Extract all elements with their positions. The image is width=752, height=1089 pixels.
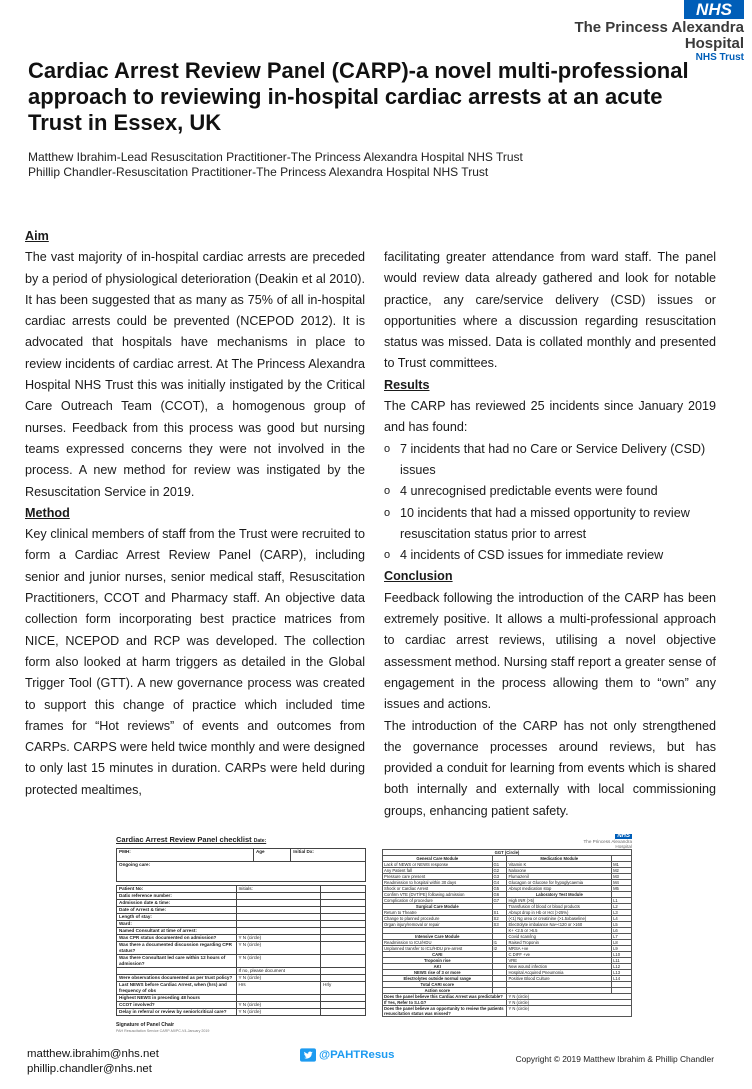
gtt-cell: Readmission to ICU/HDU: [383, 940, 493, 946]
checklist-cell: Admission date & time:: [117, 900, 237, 907]
results-heading: Results: [384, 377, 430, 392]
gtt-cell: G4: [492, 880, 507, 886]
checklist-cell: Were observations documented as per trust policy?: [117, 975, 237, 982]
org-line-3: NHS Trust: [695, 52, 744, 63]
method-heading: Method: [25, 505, 70, 520]
nhs-logo-small: NHS: [617, 833, 630, 839]
gtt-cell: Any Patient fall: [383, 868, 493, 874]
gtt-cell: K+ <2.5 or >6.5: [507, 928, 612, 934]
author-1: Matthew Ibrahim-Lead Resuscitation Practitioner-The Princess Alexandra Hospital NHS Trust: [28, 150, 523, 164]
gtt-cell: Pressure care present: [383, 874, 493, 880]
conclusion-heading: Conclusion: [384, 569, 453, 584]
checklist-cell: [321, 995, 366, 1002]
checklist-cell: Date of Arrest & time:: [117, 907, 237, 914]
gtt-cell: L5: [612, 922, 632, 928]
aim-text: The vast majority of in-hospital cardiac arrests are preceded by a period of physiological deterioration (Deakin et al 2010). It has been suggested that as many as 75% of all in-hospital cardiac arrests could be prevented (NCEPOD 2012). It is advocated that hospitals have mechanisms in place to review incidents of cardiac arrest. At The Princess Alexandra Hospital NHS Trust this was initially instigated by the Critical Care Outreach Team (CCOT), a homogenous group of nurses. Feedback from this process was good but nursing teams expressed concerns they were not involved in the process. A new method for review was instigated by the Resuscitation Service in 2019.: [25, 250, 365, 499]
checklist-cell: Length of stay:: [117, 914, 237, 921]
checklist-cell: [236, 921, 321, 928]
checklist-cell: [236, 995, 321, 1002]
checklist-cell: Ward:: [117, 921, 237, 928]
gtt-cell: Transfusion of blood or blood products: [507, 904, 612, 910]
checklist-row: [117, 928, 366, 935]
gtt-cell: High INR (>5): [507, 898, 612, 904]
twitter-handle[interactable]: @PAHTResus: [300, 1047, 394, 1063]
checklist-cell: Y N (circle): [236, 935, 321, 942]
gtt-cell: G1: [492, 862, 507, 868]
form-logo: NHS The Princess Alexandra Hospital: [583, 833, 632, 849]
checklist-cell: If no, please document: [236, 968, 321, 975]
checklist-row: [117, 886, 366, 893]
signature-line: Signature of Panel Chair: [116, 1022, 175, 1028]
gtt-cell: Medication Module: [507, 856, 612, 862]
checklist-cell: Y N (circle): [236, 1009, 321, 1016]
checklist-cell: [236, 907, 321, 914]
checklist-cell: Y N (circle): [236, 942, 321, 955]
checklist-cell: Last NEWS before Cardiac Arrest, when (hrs) and frequency of obs: [117, 982, 237, 995]
checklist-title: Cardiac Arrest Review Panel checklist Date:: [116, 835, 267, 844]
checklist-cell: Delay in referral or review by senior/critical care?: [117, 1009, 237, 1016]
bullet-icon: o: [384, 485, 391, 498]
gtt-cell: VRE: [507, 958, 612, 964]
checklist-cell: [321, 886, 366, 893]
results-item: o 4 incidents of CSD issues for immediate review: [384, 545, 716, 566]
gtt-cell: L3: [612, 910, 632, 916]
gtt-answer: Y N (circle): [507, 1000, 632, 1006]
checklist-row: [117, 982, 366, 995]
gtt-cell: L2: [612, 904, 632, 910]
bullet-icon: o: [384, 549, 391, 562]
gtt-cell: New wound infection: [507, 964, 612, 970]
gtt-cell: G3: [492, 874, 507, 880]
initial-dx-cell: Initial Dx:: [291, 849, 366, 862]
gtt-question: Does the panel believe an opportunity to review the patients resuscitation status was missed?: [383, 1006, 507, 1017]
method-text: Key clinical members of staff from the Trust were recruited to form a Cardiac Arrest Review Panel (CARP), including senior and junior nurses, senior medical staff, Resuscitation Practitioners, CCOT and Pharmacy staff. An objective data collection form incorporating best practice matrices from NICE, NCEPOD and RCP was developed. The collection form also looked at harm triggers as detailed in the Global Trigger Tool (GTT). A new governance process was created to support this change of practice which included time frames for “Hot reviews” of events and outcomes from CARPs. CARPS were held twice monthly and were designed to only last 15 minutes in duration. CARPs were held during protected mealtimes,: [25, 527, 365, 797]
gtt-cell: Flumazenil: [507, 874, 612, 880]
results-item: o 10 incidents that had a missed opportunity to review resuscitation status prior to arrest: [384, 503, 716, 546]
gtt-cell: M1: [612, 862, 632, 868]
checklist-cell: [321, 955, 366, 968]
bullet-icon: o: [384, 506, 391, 519]
gtt-cell: G2: [492, 868, 507, 874]
gtt-cell: L1: [612, 898, 632, 904]
checklist-cell: [236, 900, 321, 907]
checklist-row: [117, 914, 366, 921]
gtt-cell: I2: [492, 946, 507, 952]
checklist-cell: [321, 928, 366, 935]
checklist-cell: [236, 893, 321, 900]
email-1[interactable]: matthew.ibrahim@nhs.net: [27, 1048, 159, 1060]
gtt-cell: C DIFF +ve: [507, 952, 612, 958]
gtt-cell: G5: [492, 886, 507, 892]
gtt-cell: Covid scan/ing: [507, 934, 612, 940]
gtt-cell: Organ injury/removal or repair: [383, 922, 493, 928]
gtt-cell: L10: [612, 952, 632, 958]
twitter-icon: [300, 1048, 316, 1062]
gtt-cell: Positive Blood Culture: [507, 976, 612, 982]
checklist-cell: [321, 968, 366, 975]
bullet-icon: o: [384, 442, 391, 455]
gtt-cell: S1: [492, 910, 507, 916]
gtt-cell: Abrupt medication stop: [507, 886, 612, 892]
left-column: [25, 226, 365, 801]
checklist-cell: CCOT involved?: [117, 1002, 237, 1009]
checklist-row: [117, 935, 366, 942]
gtt-cell: Hospital Acquired Pneumonia: [507, 970, 612, 976]
gtt-cell: Total CARI score: [383, 982, 493, 988]
email-2[interactable]: phillip.chandler@nhs.net: [27, 1063, 152, 1075]
org-line-2: Hospital: [684, 35, 744, 52]
gtt-cell: NEWS rise of 3 or more: [383, 970, 493, 976]
gtt-header: GGT (Circle): [383, 850, 632, 856]
checklist-row: [117, 900, 366, 907]
gtt-cell: Readmission to hospital within 30 days: [383, 880, 493, 886]
checklist-cell: [321, 942, 366, 955]
gtt-cell: Vitamin K: [507, 862, 612, 868]
checklist-cell: Initials:: [236, 886, 321, 893]
gtt-cell: Electrolytes outside normal range: [383, 976, 493, 982]
gtt-cell: Action score: [383, 988, 493, 994]
gtt-cell: MRSA +ve: [507, 946, 612, 952]
pmh-cell: PMH:: [117, 849, 254, 862]
gtt-question-row: [383, 1006, 632, 1017]
author-2: Phillip Chandler-Resuscitation Practitioner-The Princess Alexandra Hospital NHS Trust: [28, 165, 489, 179]
gtt-cell: L9: [612, 946, 632, 952]
gtt-cell: L4: [612, 916, 632, 922]
checklist-cell: [321, 907, 366, 914]
gtt-cell: Shock or Cardiac Arrest: [383, 886, 493, 892]
checklist-cell: [321, 914, 366, 921]
checklist-cell: [321, 1002, 366, 1009]
gtt-cell: G7: [492, 898, 507, 904]
gtt-cell: L6: [612, 928, 632, 934]
results-list: [384, 439, 716, 567]
checklist-row: [117, 1002, 366, 1009]
gtt-cell: Laboratory Test Module: [507, 892, 612, 898]
ongoing-care-cell: Ongoing care:: [117, 862, 366, 882]
checklist-cell: [321, 935, 366, 942]
checklist-cell: [321, 900, 366, 907]
checklist-row: [117, 921, 366, 928]
gtt-cell: Intensive Care Module: [383, 934, 493, 940]
gtt-review-form: [382, 833, 632, 1031]
conclusion-text-2: The introduction of the CARP has not only strengthened the governance processes around reviews, but has provided a conduit for learning from events which is shared both internally and externally with local commissioning groups, enhancing patient safety.: [384, 718, 716, 818]
checklist-cell: [321, 921, 366, 928]
gtt-cell: Change to planned procedure: [383, 916, 493, 922]
checklist-cell: [236, 928, 321, 935]
gtt-cell: L8: [612, 940, 632, 946]
checklist-cell: Y N (circle): [236, 1002, 321, 1009]
checklist-cell: Hrly: [321, 982, 366, 995]
checklist-header-table: [116, 848, 366, 882]
checklist-row: [117, 942, 366, 955]
checklist-table: [116, 885, 366, 1016]
checklist-cell: [321, 893, 366, 900]
gtt-cell: Surgical Care Module: [383, 904, 493, 910]
carp-checklist-form: [116, 835, 366, 1045]
gtt-cell: Abrupt drop in Hb or Hct (>25%): [507, 910, 612, 916]
gtt-cell: Glucagon or Glucose for hypoglycaemia: [507, 880, 612, 886]
right-column: [384, 247, 716, 822]
copyright: Copyright © 2019 Matthew Ibrahim & Phillip Chandler: [515, 1054, 714, 1064]
checklist-cell: Named Consultant at time of arrest:: [117, 928, 237, 935]
gtt-cell: S2: [492, 916, 507, 922]
gtt-cell: Lack of NEWS or NEWS response: [383, 862, 493, 868]
checklist-cell: Hrs: [236, 982, 321, 995]
gtt-cell: S3: [492, 922, 507, 928]
checklist-row: [117, 968, 366, 975]
gtt-cell: L7: [612, 934, 632, 940]
results-item: o 4 unrecognised predictable events were found: [384, 481, 716, 502]
checklist-row: [117, 995, 366, 1002]
checklist-row: [117, 907, 366, 914]
gtt-question: If Yes, Refer to S.I.G?: [383, 1000, 507, 1006]
gtt-cell: Naloxone: [507, 868, 612, 874]
gtt-cell: L12: [612, 964, 632, 970]
gtt-cell: AKI: [383, 964, 493, 970]
checklist-row: [117, 893, 366, 900]
checklist-cell: Y N (circle): [236, 955, 321, 968]
gtt-cell: Return to Theatre: [383, 910, 493, 916]
gtt-cell: M5: [612, 886, 632, 892]
aim-heading: Aim: [25, 229, 49, 243]
gtt-cell: Complication of procedure: [383, 898, 493, 904]
gtt-cell: (<1) Ng urea or creatinine (>1.5xbaseline): [507, 916, 612, 922]
checklist-row: [117, 975, 366, 982]
nhs-logo: NHS: [684, 0, 744, 19]
method-continued-text: facilitating greater attendance from ward staff. The panel would review data already gathered and look for notable practice, any care/service delivery (CSD) issues or opportunities where a discussion regarding resuscitation status was missed. Data is collated monthly and presented to Trust committees.: [384, 250, 716, 371]
gtt-cell: CARI: [383, 952, 493, 958]
poster-title: Cardiac Arrest Review Panel (CARP)-a novel multi-professional approach to reviewing in-hospital cardiac arrests at an acute Trust in Essex, UK: [28, 58, 689, 135]
authors: [28, 150, 523, 180]
gtt-question: Does the panel believe this Cardiac Arrest was predictable?: [383, 994, 507, 1000]
gtt-cell: Troponin rise: [383, 958, 493, 964]
gtt-cell: Unplanned transfer to ICU/HDU pre-arrest: [383, 946, 493, 952]
gtt-cell: M4: [612, 880, 632, 886]
checklist-cell: [117, 968, 237, 975]
gtt-answer: Y N (circle): [507, 994, 632, 1000]
org-line-1: The Princess Alexandra: [574, 19, 744, 36]
gtt-cell: L14: [612, 976, 632, 982]
gtt-cell: I1: [492, 940, 507, 946]
gtt-cell: L11: [612, 958, 632, 964]
checklist-cell: Patient No:: [117, 886, 237, 893]
checklist-cell: [321, 1009, 366, 1016]
checklist-cell: [321, 975, 366, 982]
checklist-cell: [236, 914, 321, 921]
checklist-cell: Y N (circle): [236, 975, 321, 982]
gtt-cell: M2: [612, 868, 632, 874]
checklist-cell: Was there Consultant led care within 12 hours of admission?: [117, 955, 237, 968]
contact-emails: [27, 1047, 159, 1077]
gtt-answer: Y N (circle): [507, 1006, 632, 1017]
checklist-cell: Highest NEWS in preceding 48 hours: [117, 995, 237, 1002]
conclusion-text-1: Feedback following the introduction of the CARP has been extremely positive. It allows a multi-professional approach to cardiac arrest reviews, utilising a novel objective assessment method. Nursing staff report a greater sense of engagement in the process allowing them to “own” any issues and actions.: [384, 590, 716, 712]
gtt-cell: General Care Module: [383, 856, 493, 862]
gtt-cell: L13: [612, 970, 632, 976]
results-intro: The CARP has reviewed 25 incidents since January 2019 and has found:: [384, 399, 716, 435]
checklist-row: [117, 955, 366, 968]
age-cell: Age: [253, 849, 290, 862]
checklist-cell: Was CPR status documented on admission?: [117, 935, 237, 942]
gtt-cell: Raised Troponin: [507, 940, 612, 946]
checklist-cell: Datix reference number:: [117, 893, 237, 900]
results-item: o 7 incidents that had no Care or Service Delivery (CSD) issues: [384, 439, 716, 482]
gtt-cell: Electrolyte imbalance Na+<120 or >160: [507, 922, 612, 928]
checklist-cell: Was there a documented discussion regarding CPR status?: [117, 942, 237, 955]
checklist-row: [117, 1009, 366, 1016]
gtt-cell: G6: [492, 892, 507, 898]
form-footer: PAH Resuscitation Service CARP-MI/PC-V4-January 2019: [116, 1029, 210, 1033]
gtt-cell: M3: [612, 874, 632, 880]
gtt-cell: Confirm VTE (DVT/PE) following admission: [383, 892, 493, 898]
gtt-table: [382, 849, 632, 1017]
